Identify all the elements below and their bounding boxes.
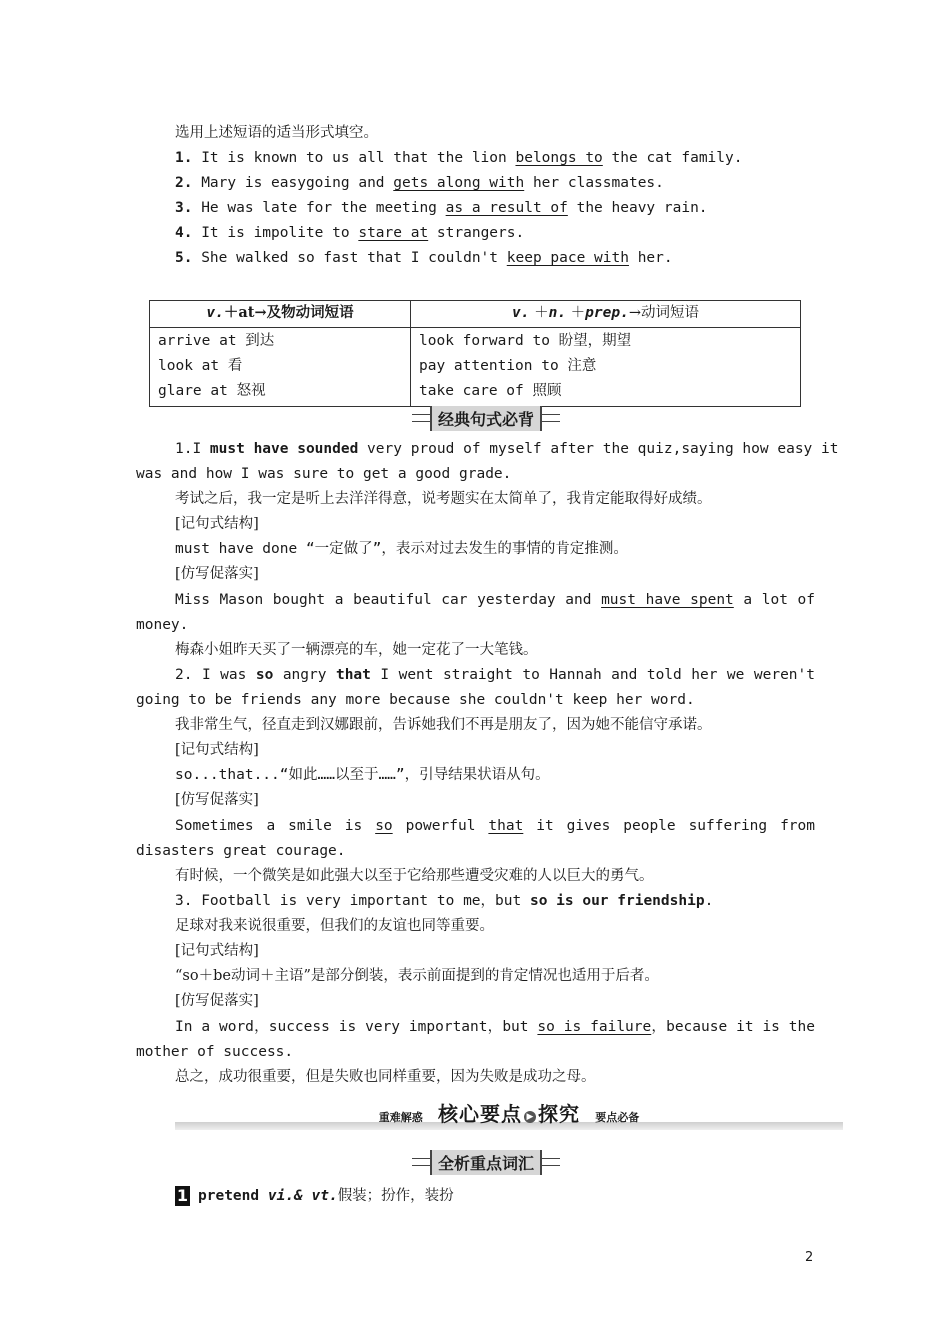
table-header-right: v. ＋n. ＋prep.→动词短语: [411, 301, 801, 328]
section-banner-vocab: [412, 1150, 560, 1174]
practice-sentence: Sometimes a smile is so powerful that it gives people suffering from: [175, 818, 815, 834]
practice-translation: 有时候，一个微笑是如此强大以至于它给那些遭受灾难的人以巨大的勇气。: [175, 868, 654, 884]
exercise-item: 3. He was late for the meeting as a result of the heavy rain.: [175, 200, 708, 216]
section-label-left: 重难解惑: [378, 1111, 423, 1124]
answer-blank: that: [488, 818, 524, 834]
practice-tag: [仿写促落实]: [175, 993, 259, 1009]
section-label-right: 要点必备: [595, 1111, 640, 1124]
answer-blank: belongs to: [515, 150, 603, 166]
practice-sentence-cont: mother of success.: [136, 1044, 294, 1060]
phrase-item: arrive at 到达: [158, 333, 275, 349]
sentence-2-translation: 我非常生气，径直走到汉娜跟前，告诉她我们不再是朋友了，因为她不能信守承诺。: [175, 717, 712, 733]
vocab-word: pretend: [198, 1188, 268, 1204]
exercise-item: 2. Mary is easygoing and gets along with her classmates.: [175, 175, 664, 191]
exercise-instructions: 选用上述短语的适当形式填空。: [175, 125, 378, 141]
practice-sentence: In a word，success is very important，but so is failure，because it is the: [175, 1019, 815, 1035]
phrase-table: [149, 300, 801, 407]
phrase-item: look at 看: [158, 358, 243, 374]
section-banner-sentences: [412, 406, 560, 430]
practice-sentence-cont: disasters great courage.: [136, 843, 346, 859]
structure-note: so...that...“如此……以至于……”，引导结果状语从句。: [175, 767, 550, 783]
vocab-pos: vi.& vt.: [267, 1188, 338, 1204]
phrase-item: pay attention to 注意: [419, 358, 597, 374]
answer-blank: so is failure: [537, 1019, 652, 1035]
sentence-1: 1.I must have sounded very proud of myself after the quiz,saying how easy it: [175, 441, 839, 457]
practice-tag: [仿写促落实]: [175, 792, 259, 808]
structure-tag: [记句式结构]: [175, 943, 259, 959]
table-cell-right: [411, 328, 801, 407]
vocab-meaning: 假装；扮作，装扮: [337, 1188, 454, 1204]
exercise-item: 1. It is known to us all that the lion belongs to the cat family.: [175, 150, 743, 166]
practice-sentence: Miss Mason bought a beautiful car yesterday and must have spent a lot of: [175, 592, 816, 608]
phrase-item: take care of 照顾: [419, 383, 562, 399]
answer-blank: keep pace with: [506, 250, 629, 266]
structure-note: must have done “一定做了”，表示对过去发生的事情的肯定推测。: [175, 541, 628, 557]
arrow-icon: ▶: [524, 1111, 536, 1123]
answer-blank: so: [375, 818, 393, 834]
page-number: 2: [805, 1250, 814, 1265]
sentence-1-translation: 考试之后，我一定是听上去洋洋得意，说考题实在太简单了，我肯定能取得好成绩。: [175, 491, 712, 507]
section-title-1: 核心要点: [438, 1102, 522, 1126]
answer-blank: stare at: [358, 225, 429, 241]
banner-title: 经典句式必背: [430, 406, 542, 431]
structure-note: “so＋be动词＋主语”是部分倒装，表示前面提到的肯定情况也适用于后者。: [175, 968, 659, 984]
practice-tag: [仿写促落实]: [175, 566, 259, 582]
table-header-left: v.＋at→及物动词短语: [150, 301, 411, 328]
structure-tag: [记句式结构]: [175, 516, 259, 532]
banner-bar: [542, 414, 560, 422]
section-header-title: [175, 1098, 843, 1127]
phrase-item: look forward to 盼望，期望: [419, 333, 632, 349]
sentence-2: 2. I was so angry that I went straight to Hannah and told her we weren't: [175, 667, 815, 683]
banner-title: 全析重点词汇: [430, 1150, 542, 1175]
exercise-item: 4. It is impolite to stare at strangers.: [175, 225, 525, 241]
section-title-2: 探究: [538, 1102, 580, 1126]
sentence-2-cont: going to be friends any more because she couldn't keep her word.: [136, 692, 695, 708]
vocab-number-box: 1: [176, 1186, 189, 1205]
sentence-1-cont: was and how I was sure to get a good grade.: [136, 466, 512, 482]
section-header-core-points: [175, 1096, 843, 1132]
practice-sentence-cont: money.: [136, 617, 189, 633]
answer-blank: as a result of: [445, 200, 568, 216]
structure-tag: [记句式结构]: [175, 742, 259, 758]
answer-blank: gets along with: [393, 175, 525, 191]
banner-bar: [412, 414, 430, 422]
sentence-3-translation: 足球对我来说很重要，但我们的友谊也同等重要。: [175, 918, 494, 934]
vocab-entry: [175, 1186, 454, 1206]
sentence-3: 3. Football is very important to me，but so is our friendship.: [175, 893, 714, 909]
banner-bar: [542, 1158, 560, 1166]
practice-translation: 梅森小姐昨天买了一辆漂亮的车，她一定花了一大笔钱。: [175, 642, 538, 658]
practice-translation: 总之，成功很重要，但是失败也同样重要，因为失败是成功之母。: [175, 1069, 596, 1085]
exercise-item: 5. She walked so fast that I couldn't keep pace with her.: [175, 250, 673, 266]
banner-bar: [412, 1158, 430, 1166]
table-cell-left: [150, 328, 411, 407]
phrase-item: glare at 怒视: [158, 383, 266, 399]
answer-blank: must have spent: [601, 592, 734, 608]
